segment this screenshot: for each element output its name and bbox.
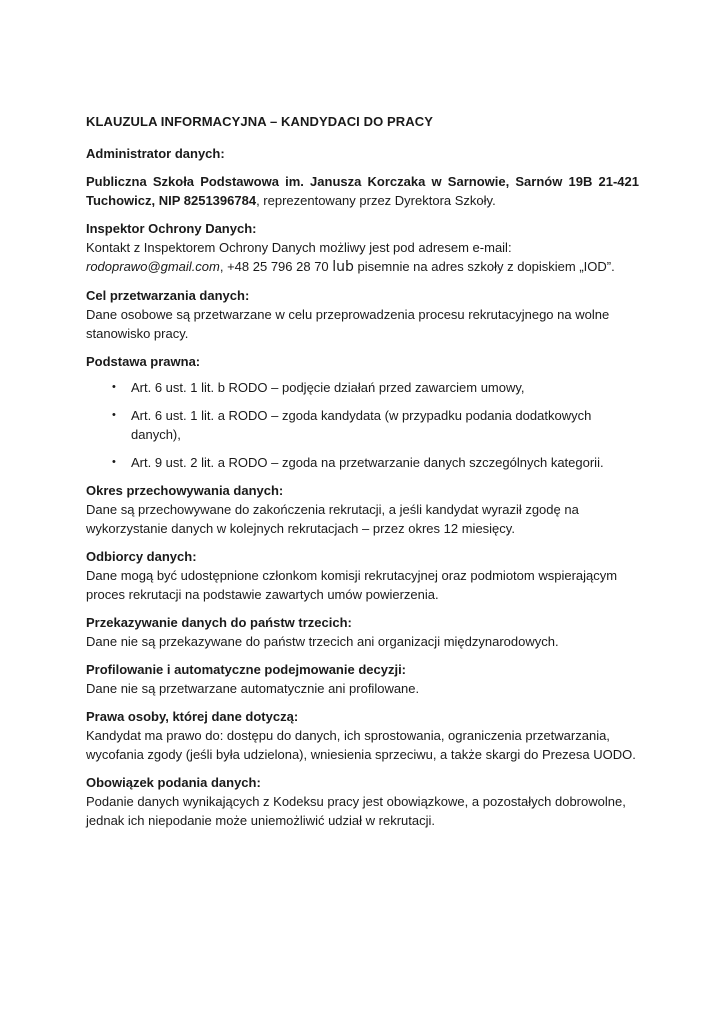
inspektor-text-after-phone: pisemnie na adres szkoły z dopiskiem „IOD”.: [353, 259, 615, 274]
list-item: [86, 453, 639, 472]
legal-basis-item-text: Art. 9 ust. 2 lit. a RODO – zgoda na przetwarzanie danych szczególnych kategorii.: [131, 455, 604, 470]
legal-basis-item-text: Art. 6 ust. 1 lit. a RODO – zgoda kandydata (w przypadku podania dodatkowych danych),: [131, 408, 592, 442]
inspektor-text-before-email: Kontakt z Inspektorem Ochrony Danych możliwy jest pod adresem e-mail:: [86, 240, 512, 255]
bullet-icon: •: [112, 381, 116, 393]
section-podstawa: [86, 352, 639, 472]
iod-email-text: rodoprawo@gmail.com: [86, 259, 220, 274]
section-heading-odbiorcy: Odbiorcy danych:: [86, 549, 197, 564]
section-inspektor: [86, 219, 639, 277]
paragraph-odbiorcy: Dane mogą być udostępnione członkom komisji rekrutacyjnej oraz podmiotom wspierającym proces rekrutacji na podstawie zawartych umów powierzenia.: [86, 568, 618, 602]
paragraph-administrator: [86, 172, 639, 210]
paragraph-okres: Dane są przechowywane do zakończenia rekrutacji, a jeśli kandydat wyraził zgodę na wykorzystanie danych w kolejnych rekrutacjach – przez okres 12 miesięcy.: [86, 502, 579, 536]
paragraph-cel: Dane osobowe są przetwarzane w celu przeprowadzenia procesu rekrutacyjnego na wolne stanowisko pracy.: [86, 307, 610, 341]
section-administrator: [86, 144, 639, 163]
list-item: [86, 378, 639, 397]
section-przekazywanie: [86, 613, 639, 651]
section-heading-obowiazek: Obowiązek podania danych:: [86, 775, 261, 790]
bullet-icon: •: [112, 409, 116, 421]
section-heading-profilowanie: Profilowanie i automatyczne podejmowanie decyzji:: [86, 662, 407, 677]
section-okres: [86, 481, 639, 538]
inspektor-lub-word: lub: [332, 259, 354, 275]
section-heading-podstawa: Podstawa prawna:: [86, 354, 201, 369]
paragraph-przekazywanie: Dane nie są przekazywane do państw trzecich ani organizacji międzynarodowych.: [86, 634, 559, 649]
paragraph-inspektor: [86, 238, 639, 277]
section-prawa: [86, 707, 639, 764]
section-heading-okres: Okres przechowywania danych:: [86, 483, 284, 498]
section-heading-administrator: Administrator danych:: [86, 146, 225, 161]
legal-basis-list: [86, 378, 639, 472]
legal-basis-item-text: Art. 6 ust. 1 lit. b RODO – podjęcie działań przed zawarciem umowy,: [131, 380, 525, 395]
paragraph-prawa: Kandydat ma prawo do: dostępu do danych, ich sprostowania, ograniczenia przetwarzania, wycofania zgody (jeśli była udzielona), wniesienia sprzeciwu, a także skargi do Prezesa UODO.: [86, 728, 636, 762]
paragraph-profilowanie: Dane nie są przetwarzane automatycznie ani profilowane.: [86, 681, 420, 696]
document-title: KLAUZULA INFORMACYJNA – KANDYDACI DO PRACY: [86, 114, 434, 129]
administrator-rest-text: , reprezentowany przez Dyrektora Szkoły.: [256, 193, 496, 208]
section-cel: [86, 286, 639, 343]
inspektor-phone-text: , +48 25 796 28 70: [219, 259, 333, 274]
section-heading-przekazywanie: Przekazywanie danych do państw trzecich:: [86, 615, 352, 630]
paragraph-obowiazek: Podanie danych wynikających z Kodeksu pracy jest obowiązkowe, a pozostałych dobrowolne, jednak ich niepodanie może uniemożliwić udział w rekrutacji.: [86, 794, 626, 828]
section-profilowanie: [86, 660, 639, 698]
section-obowiazek: [86, 773, 639, 830]
section-odbiorcy: [86, 547, 639, 604]
administrator-entity-text: Publiczna Szkoła Podstawowa im. Janusza Korczaka w Sarnowie, Sarnów 19B 21-421 Tuchowicz, NIP 8251396784: [86, 174, 639, 208]
section-heading-cel: Cel przetwarzania danych:: [86, 288, 250, 303]
section-heading-prawa: Prawa osoby, której dane dotyczą:: [86, 709, 299, 724]
section-heading-inspektor: Inspektor Ochrony Danych:: [86, 221, 257, 236]
bullet-icon: •: [112, 456, 116, 468]
list-item: [86, 406, 639, 444]
